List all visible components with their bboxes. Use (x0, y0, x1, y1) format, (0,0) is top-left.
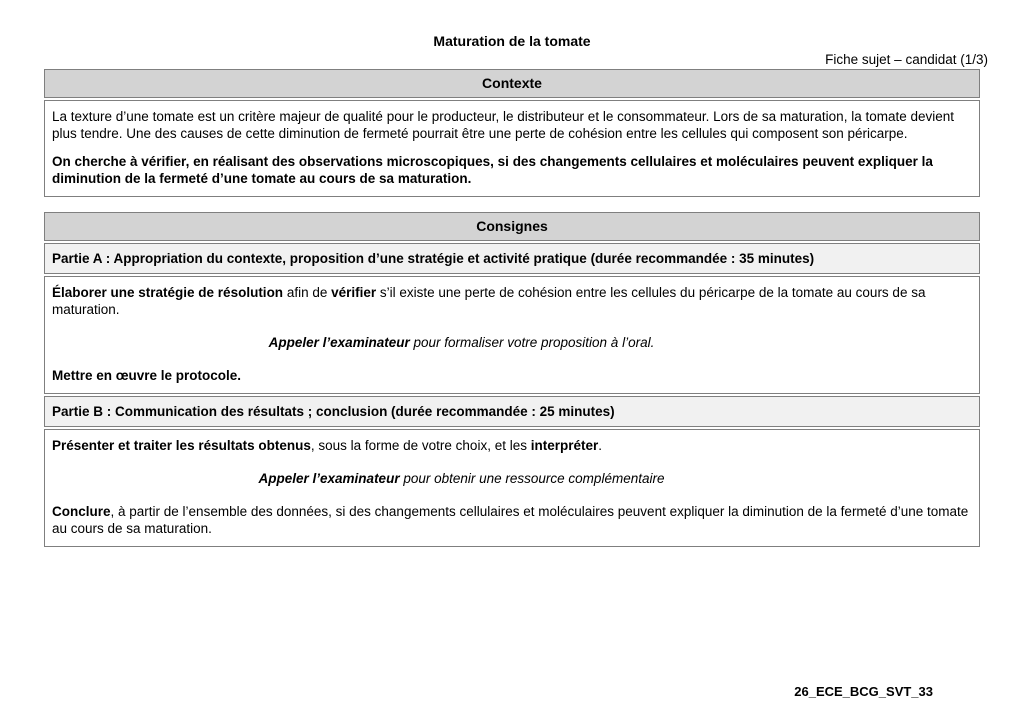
contexte-header: Contexte (44, 69, 980, 98)
part-b-body (44, 429, 980, 547)
contexte-paragraph-2: On cherche à vérifier, en réalisant des observations microscopiques, si des changements cellulaires et moléculaires peuvent expliquer la diminution de la fermeté d’une tomate au cours de sa maturation. (52, 154, 933, 186)
contexte-table (44, 69, 980, 197)
document-code: 26_ECE_BCG_SVT_33 (794, 684, 933, 699)
page-title: Maturation de la tomate (433, 33, 591, 49)
results-instruction: Présenter et traiter les résultats obtenus, sous la forme de votre choix, et les interpréter. (52, 438, 603, 453)
part-a-body (44, 276, 980, 394)
protocol-instruction: Mettre en œuvre le protocole. (52, 368, 242, 383)
contexte-body (44, 100, 980, 197)
examiner-call-b: Appeler l’examinateur pour obtenir une ressource complémentaire (258, 471, 665, 486)
sheet-label: Fiche sujet – candidat (1/3) (825, 52, 988, 67)
examiner-call-a: Appeler l’examinateur pour formaliser votre proposition à l’oral. (268, 335, 655, 350)
part-a-title-row (44, 243, 980, 274)
consignes-header: Consignes (44, 212, 980, 241)
contexte-paragraph-1: La texture d’une tomate est un critère majeur de qualité pour le producteur, le distributeur et le consommateur. Lors de sa maturation, la tomate devient plus tendre. Une des causes de cette diminution de fermeté pourrait être une perte de cohésion entre les cellules qui composent son péricarpe. (52, 109, 955, 141)
strategy-instruction: Élaborer une stratégie de résolution afin de vérifier s’il existe une perte de cohésion entre les cellules du péricarpe de la tomate au cours de sa maturation. (52, 285, 926, 317)
conclusion-instruction: Conclure, à partir de l’ensemble des données, si des changements cellulaires et moléculaires peuvent expliquer la diminution de la fermeté d’une tomate au cours de sa maturation. (52, 504, 969, 536)
part-b-title-row (44, 396, 980, 427)
part-a-title: Partie A : Appropriation du contexte, proposition d’une stratégie et activité pratique (durée recommandée : 35 minutes) (52, 251, 815, 266)
part-b-title: Partie B : Communication des résultats ; conclusion (durée recommandée : 25 minutes) (52, 404, 615, 419)
consignes-table (44, 212, 980, 547)
